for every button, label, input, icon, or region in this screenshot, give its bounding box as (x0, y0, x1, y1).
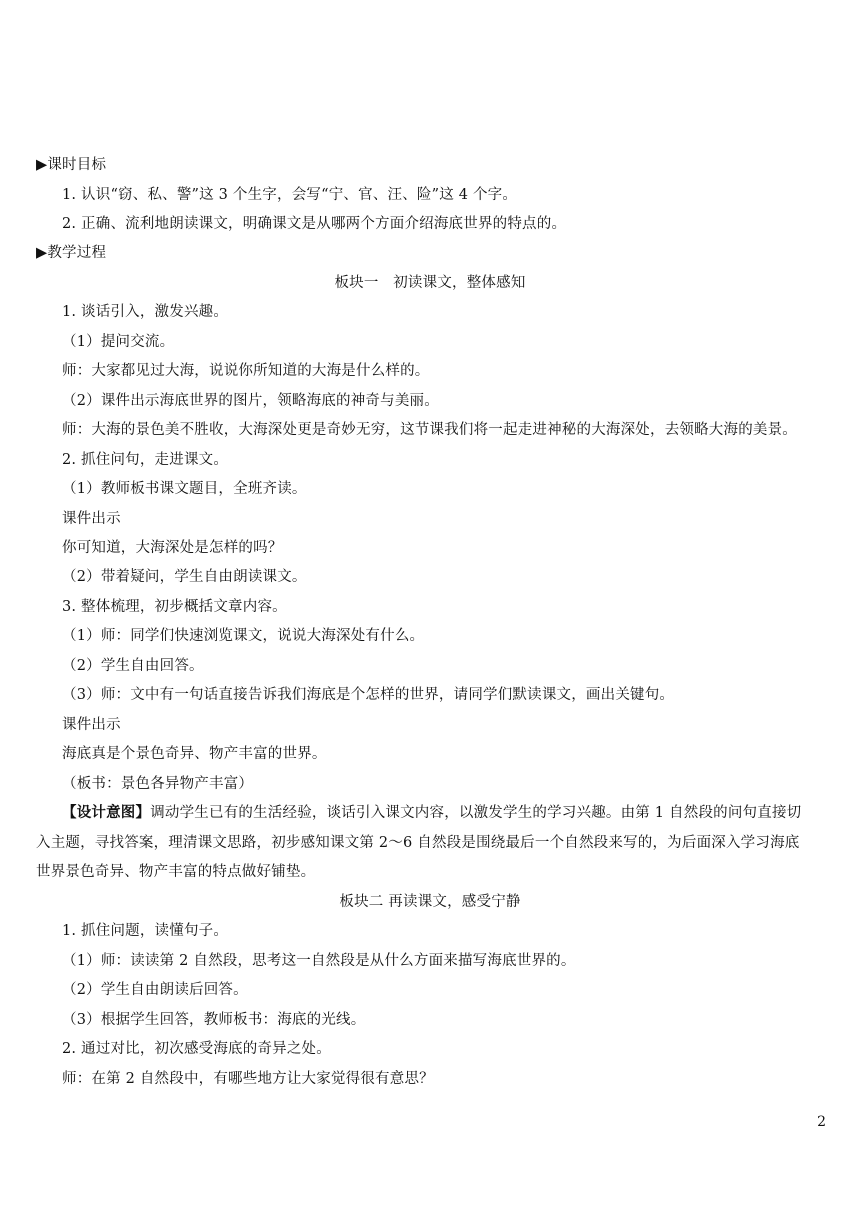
design-intent-label: 【设计意图】 (62, 804, 151, 821)
block-1-title: 板块一 初读课文，整体感知 (334, 275, 526, 291)
step-2: 2. 通过对比，初次感受海底的奇异之处。 (62, 1041, 331, 1057)
block-2-title: 板块二 再读课文，感受宁静 (339, 894, 521, 910)
substep: （2）带着疑问，学生自由朗读课文。 (62, 569, 307, 585)
teacher-line: 师：大海的景色美不胜收，大海深处更是奇妙无穷，这节课我们将一起走进神秘的大海深处，去领略大海的美景。 (62, 422, 797, 438)
section-heading-objectives: ▶课时目标 (36, 157, 107, 173)
step-1: 1. 谈话引入，激发兴趣。 (62, 304, 229, 320)
courseware-text: 海底真是个景色奇异、物产丰富的世界。 (62, 746, 327, 762)
design-intent-line-2: 入主题，寻找答案，理清课文思路，初步感知课文第 2～6 自然段是围绕最后一个自然段来写的，为后面深入学习海底 (36, 835, 800, 851)
step-1: 1. 抓住问题，读懂句子。 (62, 923, 229, 939)
step-2: 2. 抓住问句，走进课文。 (62, 452, 229, 468)
design-intent-text: 调动学生已有的生活经验，谈话引入课文内容，以激发学生的学习兴趣。由第 1 自然段的问句直接切 (150, 805, 802, 821)
courseware-label: 课件出示 (62, 717, 121, 733)
board-note: （板书：景色各异物产丰富） (62, 776, 254, 792)
substep: （3）师：文中有一句话直接告诉我们海底是个怎样的世界，请同学们默读课文，画出关键句。 (62, 687, 675, 703)
page-number: 2 (817, 1114, 826, 1130)
substep: （1）教师板书课文题目，全班齐读。 (62, 481, 307, 497)
courseware-label: 课件出示 (62, 511, 121, 527)
design-intent-line-3: 世界景色奇异、物产丰富的特点做好铺垫。 (36, 864, 316, 880)
substep: （1）师：读读第 2 自然段，思考这一自然段是从什么方面来描写海底世界的。 (62, 953, 576, 969)
objective-1: 1. 认识“窃、私、警”这 3 个生字，会写“宁、官、汪、险”这 4 个字。 (62, 187, 518, 203)
courseware-text: 你可知道，大海深处是怎样的吗？ (62, 540, 283, 556)
step-3: 3. 整体梳理，初步概括文章内容。 (62, 599, 287, 615)
teacher-line: 师：在第 2 自然段中，有哪些地方让大家觉得很有意思？ (62, 1071, 434, 1087)
teacher-line: 师：大家都见过大海，说说你所知道的大海是什么样的。 (62, 363, 430, 379)
section-heading-process: ▶教学过程 (36, 245, 107, 261)
substep: （2）学生自由回答。 (62, 658, 204, 674)
substep: （1）提问交流。 (62, 334, 175, 350)
design-intent-line-1 (62, 803, 824, 823)
substep: （3）根据学生回答，教师板书：海底的光线。 (62, 1012, 366, 1028)
substep: （2）课件出示海底世界的图片，领略海底的神奇与美丽。 (62, 393, 439, 409)
substep: （1）师：同学们快速浏览课文，说说大海深处有什么。 (62, 628, 425, 644)
objective-2: 2. 正确、流利地朗读课文，明确课文是从哪两个方面介绍海底世界的特点的。 (62, 216, 567, 232)
substep: （2）学生自由朗读后回答。 (62, 982, 248, 998)
